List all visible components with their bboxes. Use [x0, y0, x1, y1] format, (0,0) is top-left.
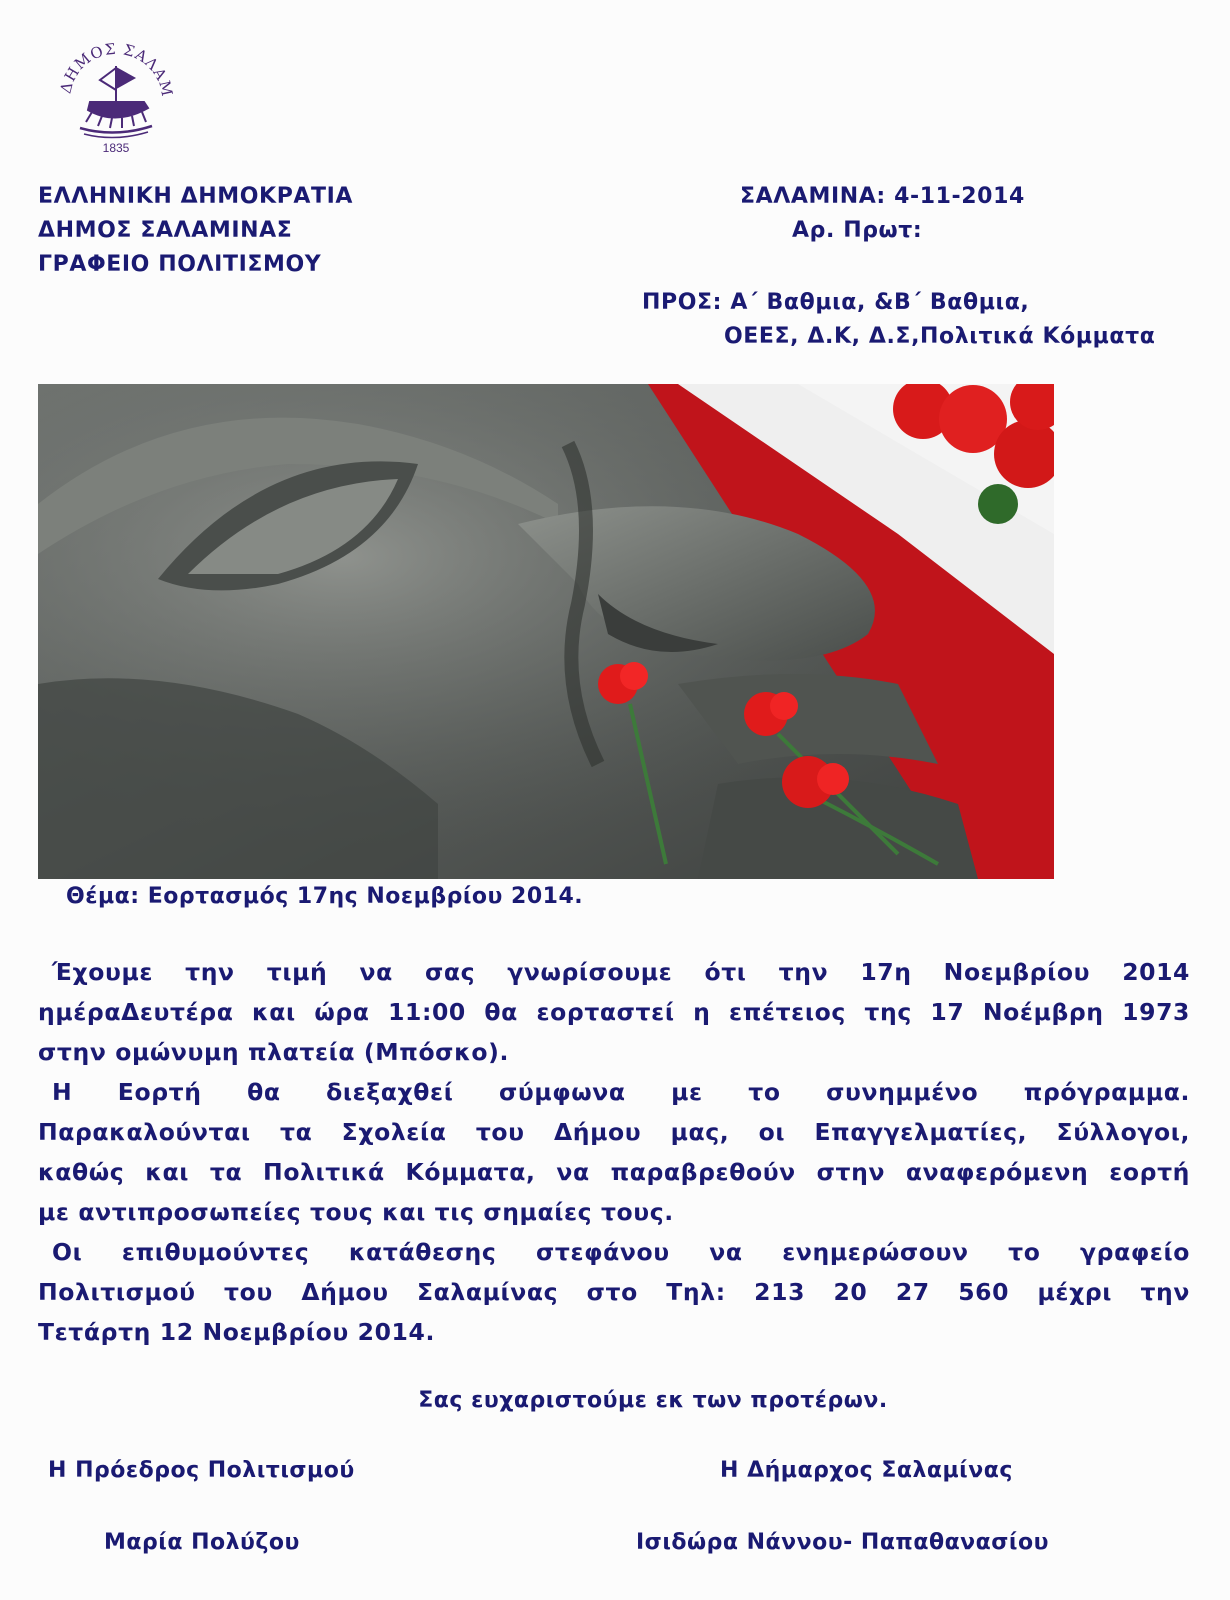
- header-country: ΕΛΛΗΝΙΚΗ ΔΗΜΟΚΡΑΤΙΑ: [38, 184, 354, 209]
- left-signature-title: Η Πρόεδρος Πολιτισμού: [48, 1458, 355, 1483]
- monument-photo: [38, 384, 1054, 879]
- body-line: ημέραΔευτέρα και ώρα 11:00 θα εορταστεί η επέτειος της 17 Νοέμβρη 1973: [38, 998, 1190, 1026]
- protocol-number: Αρ. Πρωτ:: [792, 218, 923, 243]
- document-date: ΣΑΛΑΜΙΝΑ: 4-11-2014: [740, 184, 1025, 209]
- paragraph-1: [38, 952, 1190, 1072]
- municipality-logo: [50, 28, 180, 158]
- closing-thanks: Σας ευχαριστούμε εκ των προτέρων.: [418, 1388, 888, 1413]
- recipients-line-2: ΟΕΕΣ, Δ.Κ, Δ.Σ,Πολιτικά Κόμματα: [724, 324, 1156, 349]
- ship-emblem-icon: [80, 66, 152, 138]
- body-line: Η Εορτή θα διεξαχθεί σύμφωνα με το συνημμένο πρόγραμμα.: [52, 1078, 1190, 1106]
- body-line: καθώς και τα Πολιτικά Κόμματα, να παραβρεθούν στην αναφερόμενη εορτή: [38, 1158, 1190, 1186]
- header-municipality: ΔΗΜΟΣ ΣΑΛΑΜΙΝΑΣ: [38, 218, 293, 243]
- logo-arc-text: ΔΗΜΟΣ ΣΑΛΑΜ: [56, 39, 177, 99]
- recipients-line-1: ΠΡΟΣ: Α΄ Βαθμια, &Β΄ Βαθμια,: [642, 290, 1030, 315]
- body-line: στην ομώνυμη πλατεία (Μπόσκο).: [38, 1038, 509, 1066]
- body-line: Παρακαλούνται τα Σχολεία του Δήμου μας, οι Επαγγελματίες, Σύλλογοι,: [38, 1118, 1190, 1146]
- body-line: Πολιτισμού του Δήμου Σαλαμίνας στο Τηλ: 213 20 27 560 μέχρι την: [38, 1278, 1190, 1306]
- sender-block: [38, 180, 353, 282]
- right-signature-name: Ισιδώρα Νάννου- Παπαθανασίου: [636, 1530, 1049, 1555]
- body-line: με αντιπροσωπείες τους και τις σημαίες τους.: [38, 1198, 674, 1226]
- logo-year: 1835: [102, 141, 130, 155]
- letter-body: [38, 952, 1190, 1352]
- right-signature-title: Η Δήμαρχος Σαλαμίνας: [720, 1458, 1013, 1483]
- body-line: Έχουμε την τιμή να σας γνωρίσουμε ότι την 17η Νοεμβρίου 2014: [52, 958, 1190, 986]
- paragraph-3: [38, 1232, 1190, 1352]
- header-office: ΓΡΑΦΕΙΟ ΠΟΛΙΤΙΣΜΟΥ: [38, 252, 322, 277]
- left-signature-name: Μαρία Πολύζου: [104, 1530, 300, 1555]
- body-line: Τετάρτη 12 Νοεμβρίου 2014.: [38, 1318, 435, 1346]
- body-line: Οι επιθυμούντες κατάθεσης στεφάνου να ενημερώσουν το γραφείο: [52, 1238, 1190, 1266]
- subject-line: Θέμα: Εορτασμός 17ης Νοεμβρίου 2014.: [66, 884, 584, 909]
- paragraph-2: [38, 1072, 1190, 1232]
